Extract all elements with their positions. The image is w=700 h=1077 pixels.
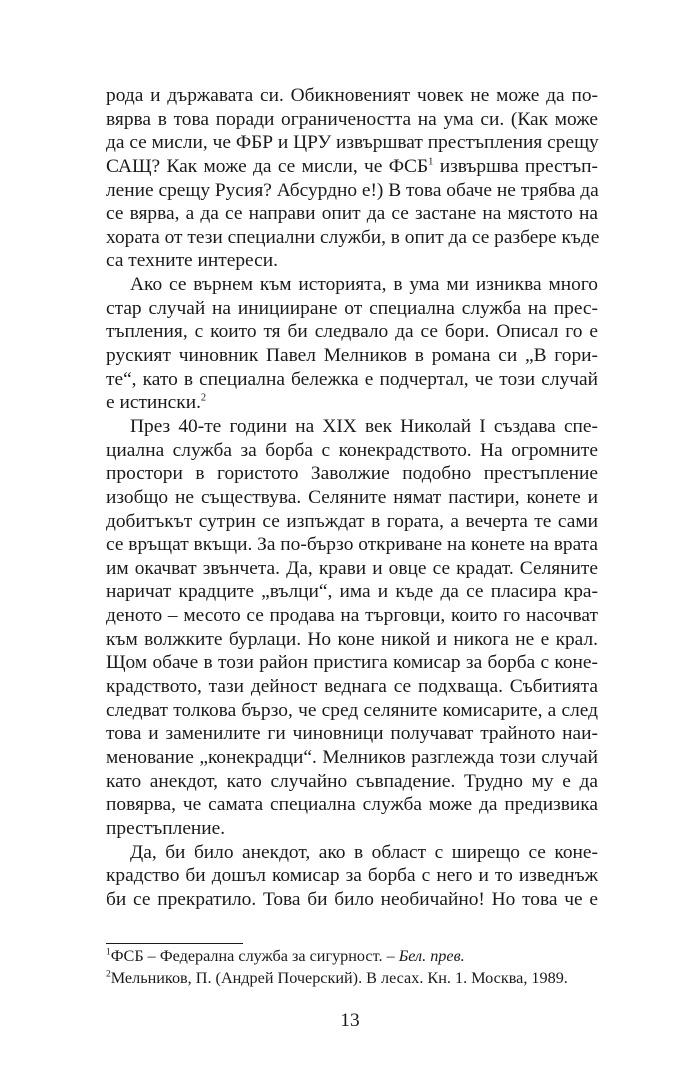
text-span: е истински. bbox=[106, 392, 201, 414]
text-line: се връщат вкъщи. За по-бързо откриване на конете на врата bbox=[106, 534, 598, 556]
text-line: добитъкът сутрин се изпъждат в гората, а вечерта те сами bbox=[106, 510, 598, 532]
text-line: ление срещу Русия? Абсурдно е!) В това обаче не трябва да bbox=[106, 179, 599, 201]
footnote-1 bbox=[106, 946, 598, 968]
text-line: стар случай на иницииране от специална служба на прес- bbox=[106, 297, 598, 319]
footnote-text: Мельников, П. (Андрей Почерский). В лесах. Кн. 1. Москва, 1989. bbox=[110, 968, 568, 987]
text-line: изобщо не съществува. Селяните нямат пастири, конете и bbox=[106, 486, 598, 508]
footnote-ref-2: 2 bbox=[200, 392, 207, 404]
text-line: като анекдот, като случайно съвпадение. Трудно му е да bbox=[106, 770, 598, 792]
text-line: повярва, че самата специална служба може да предизвика bbox=[106, 794, 598, 816]
text-line: рода и държавата си. Обикновеният човек не може да по- bbox=[106, 85, 598, 106]
text-line: това и заменилите ги чиновници получават трайното наи- bbox=[106, 723, 598, 745]
text-span: извършва престъп- bbox=[433, 155, 598, 177]
text-line: им окачват звънчета. Да, крави и овце се крадат. Селяните bbox=[106, 557, 598, 579]
text-line: следват толкова бързо, че сред селяните комисарите, а след bbox=[106, 699, 598, 721]
text-line: През 40-те години на XIX век Николай I създава спе- bbox=[130, 415, 598, 437]
text-line: хората от тези специални служби, в опит да се разбере къде bbox=[106, 226, 600, 248]
text-line: Да, би било анекдот, ако в област с ширещо се коне- bbox=[130, 841, 598, 863]
text-line: те“, като в специална бележка е подчертал, че този случай bbox=[106, 368, 598, 390]
footnote-divider bbox=[106, 943, 243, 944]
text-line: крадството, тази дейност веднага се подхваща. Събитията bbox=[106, 676, 598, 698]
text-line bbox=[106, 155, 598, 179]
text-line: крадство би дошъл комисар за борба с него и то изведнъж bbox=[106, 865, 598, 887]
body-text bbox=[106, 84, 598, 911]
text-line: вярва в това поради ограничеността на ума си. (Как може bbox=[106, 108, 598, 130]
footnote-2 bbox=[106, 968, 598, 990]
footnote-number: 1 bbox=[106, 947, 111, 958]
text-line: тъпления, с които тя би следвало да се бори. Описал го е bbox=[106, 321, 598, 343]
text-line: деното – месото се продава на търговци, които го насочват bbox=[106, 605, 598, 627]
footnote-ref-1: 1 bbox=[428, 156, 434, 168]
page-number: 13 bbox=[340, 1010, 360, 1031]
text-line: циална служба за борба с конекрадството. На огромните bbox=[106, 439, 598, 461]
text-line bbox=[106, 391, 598, 415]
footnote-text: ФСБ – Федерална служба за сигурност. – bbox=[110, 947, 399, 965]
text-line: са техните интереси. bbox=[106, 250, 278, 272]
text-line: наричат крадците „вълци“, има и къде да се пласира кра- bbox=[106, 581, 598, 603]
footnote-italic-note: Бел. прев. bbox=[398, 947, 465, 965]
text-line: Ако се върнем към историята, в ума ми изниква много bbox=[130, 274, 598, 296]
text-line: се вярва, а да се направи опит да се застане на мястото на bbox=[106, 203, 598, 225]
text-line: менование „конекрадци“. Мелников разглежда този случай bbox=[106, 746, 598, 768]
text-line: да се мисли, че ФБР и ЦРУ извършват престъпления срещу bbox=[106, 132, 599, 154]
text-line: Щом обаче в този район пристига комисар за борба с коне- bbox=[106, 652, 598, 674]
text-span: САЩ? Как може да се мисли, че ФСБ bbox=[106, 155, 429, 177]
footnotes bbox=[106, 946, 598, 989]
footnote-number: 2 bbox=[106, 969, 111, 980]
text-line: би се прекратило. Това би било необичайно! Но това че е bbox=[106, 888, 598, 910]
text-line: към волжките бурлаци. Но коне никой и никога не е крал. bbox=[106, 628, 598, 650]
text-line: руският чиновник Павел Мелников в романа си „В гори- bbox=[106, 345, 598, 367]
text-line: простори в гористото Заволжие подобно престъпление bbox=[106, 463, 598, 485]
text-line: престъпление. bbox=[106, 817, 226, 839]
